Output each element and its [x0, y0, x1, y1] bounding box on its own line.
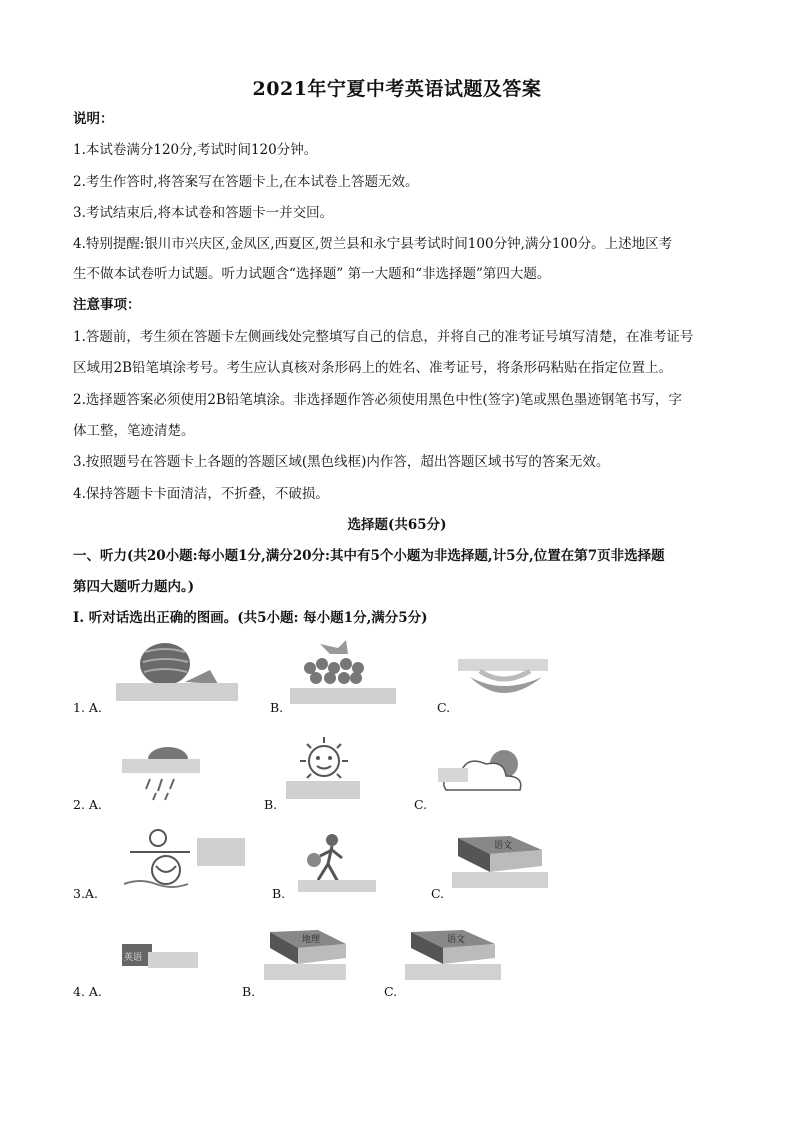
book-icon — [450, 830, 550, 890]
note-line: 4.特别提醒:银川市兴庆区,金凤区,西夏区,贺兰县和永宁县考试时间100分钟,满分100分。上述地区考 — [73, 236, 673, 252]
sub1-heading: I. 听对话选出正确的图画。(共5小题: 每小题1分,满分5分) — [73, 610, 428, 626]
option-label-a: 3.A. — [73, 886, 98, 901]
book-icon — [118, 940, 200, 976]
part1-line: 一、听力(共20小题:每小题1分,满分20分:其中有5个小题为非选择题,计5分,位置在第7页非选择题 — [73, 548, 665, 564]
basketball-player-icon — [298, 832, 378, 892]
notes-heading: 说明： — [73, 111, 114, 127]
option-label-c: C. — [384, 984, 398, 999]
attention-heading: 注意事项： — [73, 297, 141, 313]
book-cover-label: 地理 — [302, 935, 321, 945]
option-label-c: C. — [431, 886, 445, 901]
sun-icon — [286, 733, 362, 801]
attention-line: 1.答题前，考生须在答题卡左侧画线处完整填写自己的信息，并将自己的准考证号填写清楚，在准考证号 — [73, 329, 694, 345]
option-label-b: B. — [272, 886, 286, 901]
option-label-b: B. — [264, 797, 278, 812]
part1-line: 第四大题听力题内。) — [73, 579, 195, 595]
note-line: 3.考试结束后,将本试卷和答题卡一并交回。 — [73, 205, 334, 221]
note-line: 生不做本试卷听力试题。听力试题含“选择题” 第一大题和“非选择题”第四大题。 — [73, 266, 551, 282]
option-label-a: 4. A. — [73, 984, 102, 999]
rain-cloud-icon — [120, 745, 210, 803]
book-icon — [403, 926, 503, 982]
swimming-icon — [120, 822, 200, 892]
book-cover-label: 语文 — [447, 935, 466, 945]
banana-icon — [458, 651, 550, 706]
note-line: 2.考生作答时,将答案写在答题卡上,在本试卷上答题无效。 — [73, 174, 419, 190]
option-label-b: B. — [242, 984, 256, 999]
attention-line: 体工整，笔迹清楚。 — [73, 423, 195, 439]
option-label-b: B. — [270, 700, 284, 715]
section-title: 选择题(共65分) — [347, 517, 447, 533]
book-cover-label: 英语 — [124, 953, 143, 963]
attention-line: 3.按照题号在答题卡上各题的答题区域(黑色线框)内作答，超出答题区域书写的答案无效。 — [73, 454, 610, 470]
note-line: 1.本试卷满分120分,考试时间120分钟。 — [73, 142, 318, 158]
attention-line: 区域用2B铅笔填涂考号。考生应认真核对条形码上的姓名、准考证号，将条形码粘贴在指定位置上。 — [73, 360, 673, 376]
attention-line: 4.保持答题卡卡面清洁，不折叠，不破损。 — [73, 486, 329, 502]
grapes-icon — [290, 638, 400, 690]
option-label-a: 1. A. — [73, 700, 102, 715]
option-label-a: 2. A. — [73, 797, 102, 812]
option-label-c: C. — [414, 797, 428, 812]
redaction-block — [290, 688, 396, 704]
cloudy-icon — [436, 746, 536, 802]
book-icon — [262, 926, 348, 982]
book-cover-label: 语文 — [494, 841, 513, 851]
option-label-c: C. — [437, 700, 451, 715]
redaction-block — [116, 683, 238, 701]
page-title: 2021年宁夏中考英语试题及答案 — [252, 78, 542, 100]
attention-line: 2.选择题答案必须使用2B铅笔填涂。非选择题作答必须使用黑色中性(签字)笔或黑色墨迹钢笔书写，字 — [73, 392, 682, 408]
redaction-block — [197, 838, 245, 866]
